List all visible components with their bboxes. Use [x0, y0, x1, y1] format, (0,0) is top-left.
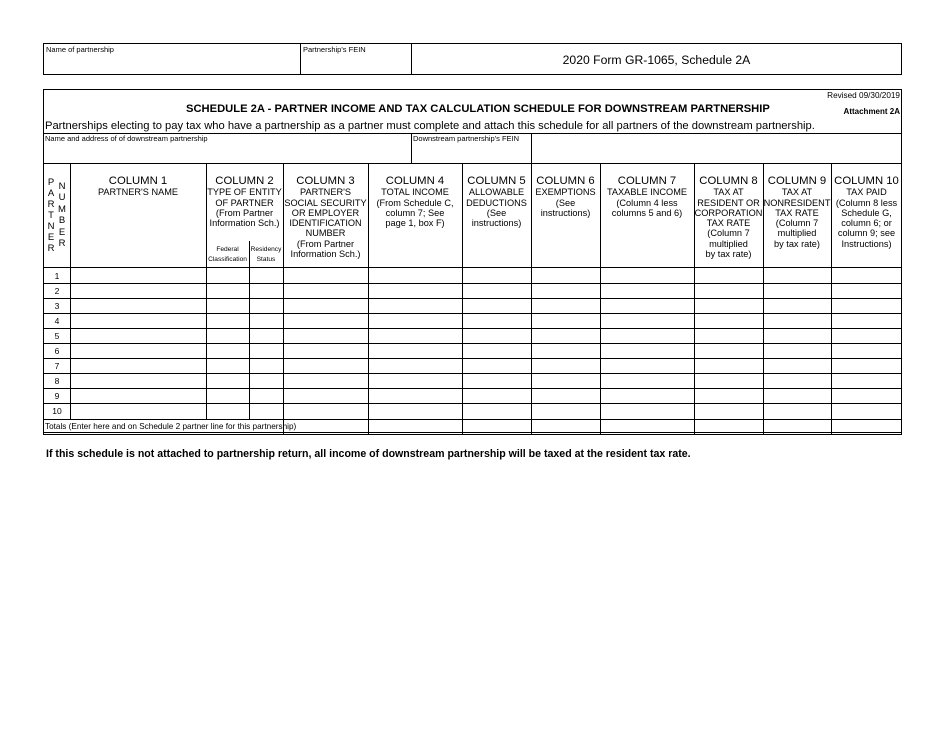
footer-note: If this schedule is not attached to partnership return, all income of downstream partnership will be taxed at the resident tax rate.: [46, 448, 691, 460]
partner-letter: E: [47, 232, 55, 243]
column-title: COLUMN 8: [699, 175, 758, 188]
column-9-header: [763, 165, 831, 249]
totals-label: Totals (Enter here and on Schedule 2 partner line for this partnership): [45, 422, 297, 431]
schedule-title: SCHEDULE 2A - PARTNER INCOME AND TAX CALCULATION SCHEDULE FOR DOWNSTREAM PARTNERSHIP: [186, 103, 770, 115]
row-number: 10: [52, 406, 62, 416]
column-title: COLUMN 5: [467, 175, 526, 188]
column-3-header: [283, 165, 368, 259]
form-title-box: [411, 43, 902, 75]
partnership-name-label: Name of partnership: [46, 45, 114, 54]
column-8-header: [694, 165, 763, 259]
column-desc: TAX PAID (Column 8 less Schedule G, column 6; or column 9; see Instructions): [835, 187, 898, 249]
row-number: 5: [54, 331, 60, 341]
column-desc: PARTNER'S NAME: [97, 187, 179, 198]
column-title: COLUMN 3: [296, 175, 355, 188]
column-title: COLUMN 7: [617, 175, 677, 188]
column-2-header: [206, 165, 283, 228]
number-letter: R: [58, 238, 66, 249]
column-desc: EXEMPTIONS (See instructions): [535, 187, 596, 218]
row-number: 7: [54, 361, 60, 371]
form-title: 2020 Form GR-1065, Schedule 2A: [562, 53, 751, 67]
attachment-label: Attachment 2A: [843, 107, 900, 116]
number-letter: E: [58, 227, 66, 238]
column-desc: PARTNER'S SOCIAL SECURITY OR EMPLOYER IDENTIFICATION NUMBER (From Partner Information Sch.): [284, 187, 367, 260]
column-title: COLUMN 1: [108, 175, 168, 188]
partnership-fein-field[interactable]: [300, 43, 412, 75]
row-number: 2: [54, 286, 60, 296]
partner-letter: A: [47, 188, 55, 199]
residency-status-label: Residency Status: [250, 246, 282, 263]
row-number: 4: [54, 316, 60, 326]
number-letter: N: [58, 181, 66, 192]
row-number: 3: [54, 301, 60, 311]
row-number: 9: [54, 391, 60, 401]
number-letter: U: [58, 192, 66, 203]
partner-letter: R: [47, 199, 55, 210]
downstream-fein-label: Downstream partnership's FEIN: [413, 134, 520, 143]
column-title: COLUMN 10: [834, 175, 899, 188]
column-10-header: [831, 165, 902, 249]
number-letter: M: [58, 204, 66, 215]
partner-letter: N: [47, 221, 55, 232]
column-7-header: [600, 165, 694, 218]
column-desc: TAX AT NONRESIDENT TAX RATE (Column 7 multiplied by tax rate): [763, 187, 831, 249]
partner-letter: T: [48, 210, 54, 221]
column-desc: TOTAL INCOME (From Schedule C, column 7; See page 1, box F): [376, 187, 454, 229]
partner-letter: R: [47, 243, 55, 254]
instruction-text: Partnerships electing to pay tax who have a partnership as a partner must complete and attach this schedule for all partners of the downstream partnership.: [45, 120, 815, 132]
column-desc: TAX AT RESIDENT OR CORPORATION TAX RATE (Column 7 multiplied by tax rate): [694, 187, 763, 260]
column-1-header: [70, 165, 206, 198]
row-number: 6: [54, 346, 60, 356]
column-title: COLUMN 4: [385, 175, 445, 188]
downstream-name-label: Name and address of of downstream partnership: [45, 134, 208, 143]
column-title: COLUMN 6: [536, 175, 595, 188]
column-title: COLUMN 2: [215, 175, 274, 188]
column-desc: TAXABLE INCOME (Column 4 less columns 5 and 6): [607, 187, 687, 218]
column-4-header: [368, 165, 462, 228]
column-5-header: [462, 165, 531, 228]
row-number: 8: [54, 376, 60, 386]
column-desc: ALLOWABLE DEDUCTIONS (See instructions): [466, 187, 527, 229]
row-number: 1: [54, 271, 60, 281]
partnership-name-field[interactable]: [43, 43, 301, 75]
federal-classification-label: Federal Classification: [208, 246, 247, 263]
column-desc: TYPE OF ENTITY OF PARTNER (From Partner Information Sch.): [207, 187, 282, 229]
partnership-fein-label: Partnership's FEIN: [303, 45, 366, 54]
column-6-header: [531, 165, 600, 218]
revised-date: Revised 09/30/2019: [827, 91, 900, 100]
number-letter: B: [58, 215, 66, 226]
column-title: COLUMN 9: [767, 175, 827, 188]
partner-letter: P: [47, 177, 55, 188]
